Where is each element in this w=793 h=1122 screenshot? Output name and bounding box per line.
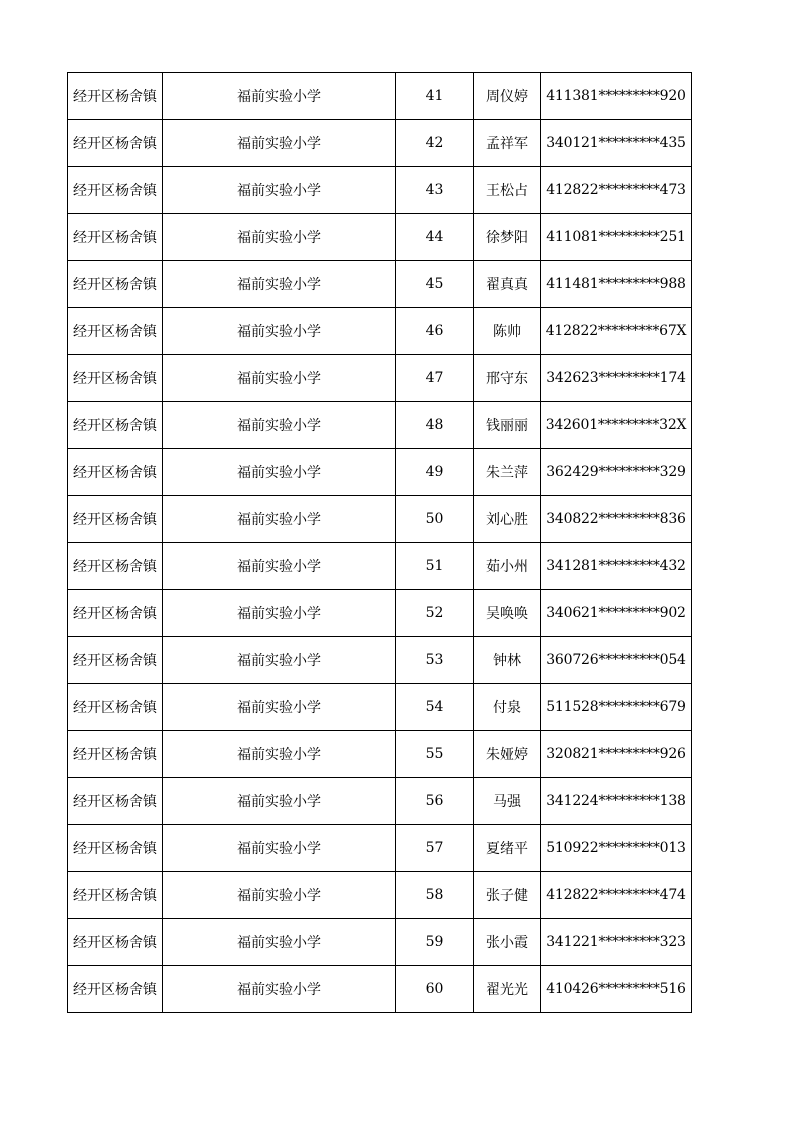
number-cell: 42 [396, 120, 474, 167]
town-cell: 经开区杨舍镇 [68, 543, 163, 590]
name-cell: 孟祥军 [474, 120, 541, 167]
name-cell: 刘心胜 [474, 496, 541, 543]
name-cell: 周仪婷 [474, 73, 541, 120]
table-row [68, 778, 692, 825]
name-cell: 邢守东 [474, 355, 541, 402]
school-cell: 福前实验小学 [163, 872, 396, 919]
town-cell: 经开区杨舍镇 [68, 214, 163, 261]
name-cell: 朱娅婷 [474, 731, 541, 778]
table-row [68, 355, 692, 402]
table-row [68, 120, 692, 167]
town-cell: 经开区杨舍镇 [68, 449, 163, 496]
id-number-cell: 341221*********323 [541, 919, 692, 966]
table-row [68, 590, 692, 637]
school-cell: 福前实验小学 [163, 355, 396, 402]
id-number-cell: 340621*********902 [541, 590, 692, 637]
town-cell: 经开区杨舍镇 [68, 778, 163, 825]
id-number-cell: 411081*********251 [541, 214, 692, 261]
id-number-cell: 410426*********516 [541, 966, 692, 1013]
table-row [68, 684, 692, 731]
school-cell: 福前实验小学 [163, 825, 396, 872]
name-cell: 王松占 [474, 167, 541, 214]
town-cell: 经开区杨舍镇 [68, 684, 163, 731]
roster-table [67, 72, 692, 1013]
school-cell: 福前实验小学 [163, 308, 396, 355]
table-row [68, 496, 692, 543]
table-row [68, 402, 692, 449]
name-cell: 陈帅 [474, 308, 541, 355]
number-cell: 57 [396, 825, 474, 872]
table-row [68, 966, 692, 1013]
school-cell: 福前实验小学 [163, 449, 396, 496]
number-cell: 48 [396, 402, 474, 449]
id-number-cell: 412822*********473 [541, 167, 692, 214]
id-number-cell: 510922*********013 [541, 825, 692, 872]
id-number-cell: 411381*********920 [541, 73, 692, 120]
school-cell: 福前实验小学 [163, 261, 396, 308]
name-cell: 朱兰萍 [474, 449, 541, 496]
school-cell: 福前实验小学 [163, 731, 396, 778]
school-cell: 福前实验小学 [163, 214, 396, 261]
table-row [68, 919, 692, 966]
table-row [68, 167, 692, 214]
town-cell: 经开区杨舍镇 [68, 402, 163, 449]
town-cell: 经开区杨舍镇 [68, 496, 163, 543]
town-cell: 经开区杨舍镇 [68, 872, 163, 919]
name-cell: 付泉 [474, 684, 541, 731]
id-number-cell: 511528*********679 [541, 684, 692, 731]
school-cell: 福前实验小学 [163, 637, 396, 684]
school-cell: 福前实验小学 [163, 590, 396, 637]
name-cell: 张子健 [474, 872, 541, 919]
number-cell: 49 [396, 449, 474, 496]
table-row [68, 308, 692, 355]
number-cell: 53 [396, 637, 474, 684]
town-cell: 经开区杨舍镇 [68, 825, 163, 872]
school-cell: 福前实验小学 [163, 120, 396, 167]
school-cell: 福前实验小学 [163, 543, 396, 590]
id-number-cell: 320821*********926 [541, 731, 692, 778]
town-cell: 经开区杨舍镇 [68, 73, 163, 120]
id-number-cell: 341281*********432 [541, 543, 692, 590]
town-cell: 经开区杨舍镇 [68, 308, 163, 355]
id-number-cell: 341224*********138 [541, 778, 692, 825]
id-number-cell: 340121*********435 [541, 120, 692, 167]
table-row [68, 73, 692, 120]
town-cell: 经开区杨舍镇 [68, 355, 163, 402]
number-cell: 44 [396, 214, 474, 261]
name-cell: 翟光光 [474, 966, 541, 1013]
school-cell: 福前实验小学 [163, 684, 396, 731]
number-cell: 55 [396, 731, 474, 778]
school-cell: 福前实验小学 [163, 778, 396, 825]
table-row [68, 543, 692, 590]
number-cell: 45 [396, 261, 474, 308]
number-cell: 47 [396, 355, 474, 402]
id-number-cell: 360726*********054 [541, 637, 692, 684]
roster-table-body [68, 73, 692, 1013]
town-cell: 经开区杨舍镇 [68, 120, 163, 167]
number-cell: 52 [396, 590, 474, 637]
number-cell: 50 [396, 496, 474, 543]
id-number-cell: 342601*********32X [541, 402, 692, 449]
name-cell: 钟林 [474, 637, 541, 684]
id-number-cell: 342623*********174 [541, 355, 692, 402]
school-cell: 福前实验小学 [163, 167, 396, 214]
name-cell: 钱丽丽 [474, 402, 541, 449]
id-number-cell: 411481*********988 [541, 261, 692, 308]
town-cell: 经开区杨舍镇 [68, 919, 163, 966]
table-row [68, 825, 692, 872]
name-cell: 吴唤唤 [474, 590, 541, 637]
town-cell: 经开区杨舍镇 [68, 167, 163, 214]
id-number-cell: 362429*********329 [541, 449, 692, 496]
name-cell: 茹小州 [474, 543, 541, 590]
name-cell: 夏绪平 [474, 825, 541, 872]
town-cell: 经开区杨舍镇 [68, 637, 163, 684]
number-cell: 46 [396, 308, 474, 355]
school-cell: 福前实验小学 [163, 919, 396, 966]
table-row [68, 449, 692, 496]
table-row [68, 637, 692, 684]
table-row [68, 872, 692, 919]
number-cell: 58 [396, 872, 474, 919]
name-cell: 翟真真 [474, 261, 541, 308]
number-cell: 41 [396, 73, 474, 120]
name-cell: 徐梦阳 [474, 214, 541, 261]
id-number-cell: 412822*********474 [541, 872, 692, 919]
number-cell: 60 [396, 966, 474, 1013]
table-row [68, 214, 692, 261]
number-cell: 56 [396, 778, 474, 825]
id-number-cell: 340822*********836 [541, 496, 692, 543]
id-number-cell: 412822*********67X [541, 308, 692, 355]
town-cell: 经开区杨舍镇 [68, 966, 163, 1013]
school-cell: 福前实验小学 [163, 496, 396, 543]
name-cell: 张小霞 [474, 919, 541, 966]
town-cell: 经开区杨舍镇 [68, 590, 163, 637]
name-cell: 马强 [474, 778, 541, 825]
number-cell: 54 [396, 684, 474, 731]
town-cell: 经开区杨舍镇 [68, 261, 163, 308]
school-cell: 福前实验小学 [163, 966, 396, 1013]
number-cell: 43 [396, 167, 474, 214]
table-row [68, 261, 692, 308]
number-cell: 51 [396, 543, 474, 590]
school-cell: 福前实验小学 [163, 402, 396, 449]
table-row [68, 731, 692, 778]
school-cell: 福前实验小学 [163, 73, 396, 120]
number-cell: 59 [396, 919, 474, 966]
town-cell: 经开区杨舍镇 [68, 731, 163, 778]
